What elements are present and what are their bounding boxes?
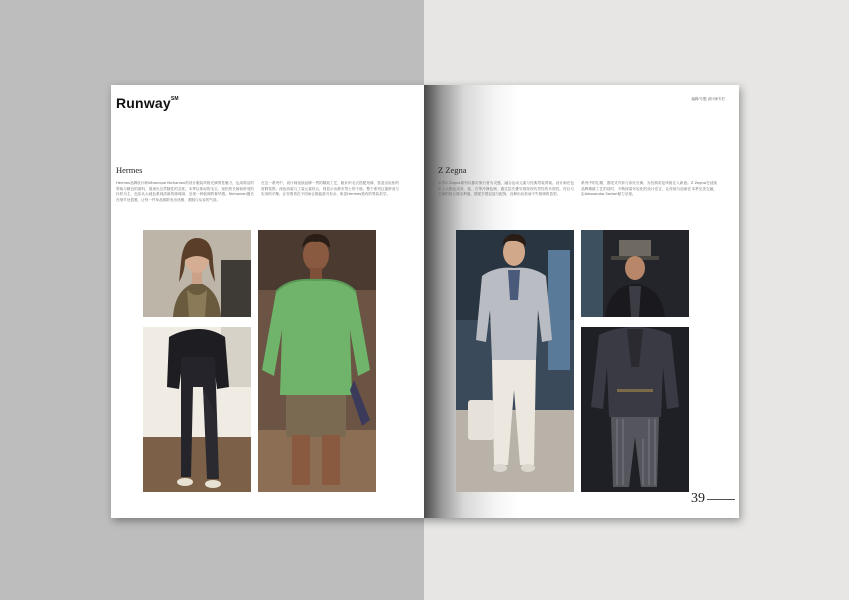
running-head: 编辑/专题 设计师专栏 (691, 97, 725, 101)
zegna-photo-tailcoat (581, 327, 689, 492)
section-title-z-zegna: Z Zegna (438, 165, 467, 175)
logo-text: Runway (116, 95, 171, 111)
zegna-photo-top-hat (581, 230, 689, 317)
magazine-spread (111, 85, 739, 518)
page-number: 39 (691, 491, 705, 506)
left-page (111, 85, 424, 518)
hermes-photo-green-sweater (258, 230, 376, 492)
zegna-photo-grey-shirt (456, 230, 574, 492)
page-number-rule (707, 499, 735, 500)
hermes-body-column-1: Hermes品牌设计师Véronique Nichanian的设计服装风格充满男性魅力，运用简洁的剪裁与精良的面料，展现出自然随性的态度。本季以休闲的毛衣、宽松的长裤和舒适的针织为主，色彩从大地色系到清新的薄荷绿，呈现一种低调的奢华感。Nichanian擅长在细节处着墨，让每一件单品都散发出优雅、洒脱与从容的气质。 (116, 181, 254, 202)
zegna-body-column-1: 本季Z Zegna系列以都市旅行者为灵感，融合运动元素与经典男装剪裁。设计师在色彩上大胆运用灰、蓝、白等冷静色调，通过层次叠穿展现现代男性的多面性。衬衫与长裤的组合简洁利落，搭配手提包袋与配饰，诠释出轻松而不失格调的造型。 (438, 181, 574, 197)
zegna-body-column-2: 系列中的礼帽、燕尾式外套与条纹长裤，为经典英伦风格注入新意。Z Zegna在延续品牌精湛工艺的同时，不断探索年轻化的设计语言，让传统与创新在本季完美交融，由Alessandro Sartori倾力呈现。 (581, 181, 717, 197)
hermes-body-column-2: 在这一系列中，设计师延续品牌一贯的精致工艺，粗针织毛衣搭配短裤，营造出轻松的度假氛围；深色西装与工装元素结合，则显示出都市男士的干练。整个系列注重舒适与实用的平衡，让穿着者在不同场合都能游刃有余，彰显Hermes独有的男装美学。 (261, 181, 399, 197)
logo-mark: SM (170, 96, 179, 102)
hermes-photo-dark-suit (143, 327, 251, 492)
magazine-logo (116, 95, 179, 111)
section-title-hermes: Hermes (116, 165, 143, 175)
right-page (424, 85, 739, 518)
hermes-photo-model-portrait (143, 230, 251, 317)
